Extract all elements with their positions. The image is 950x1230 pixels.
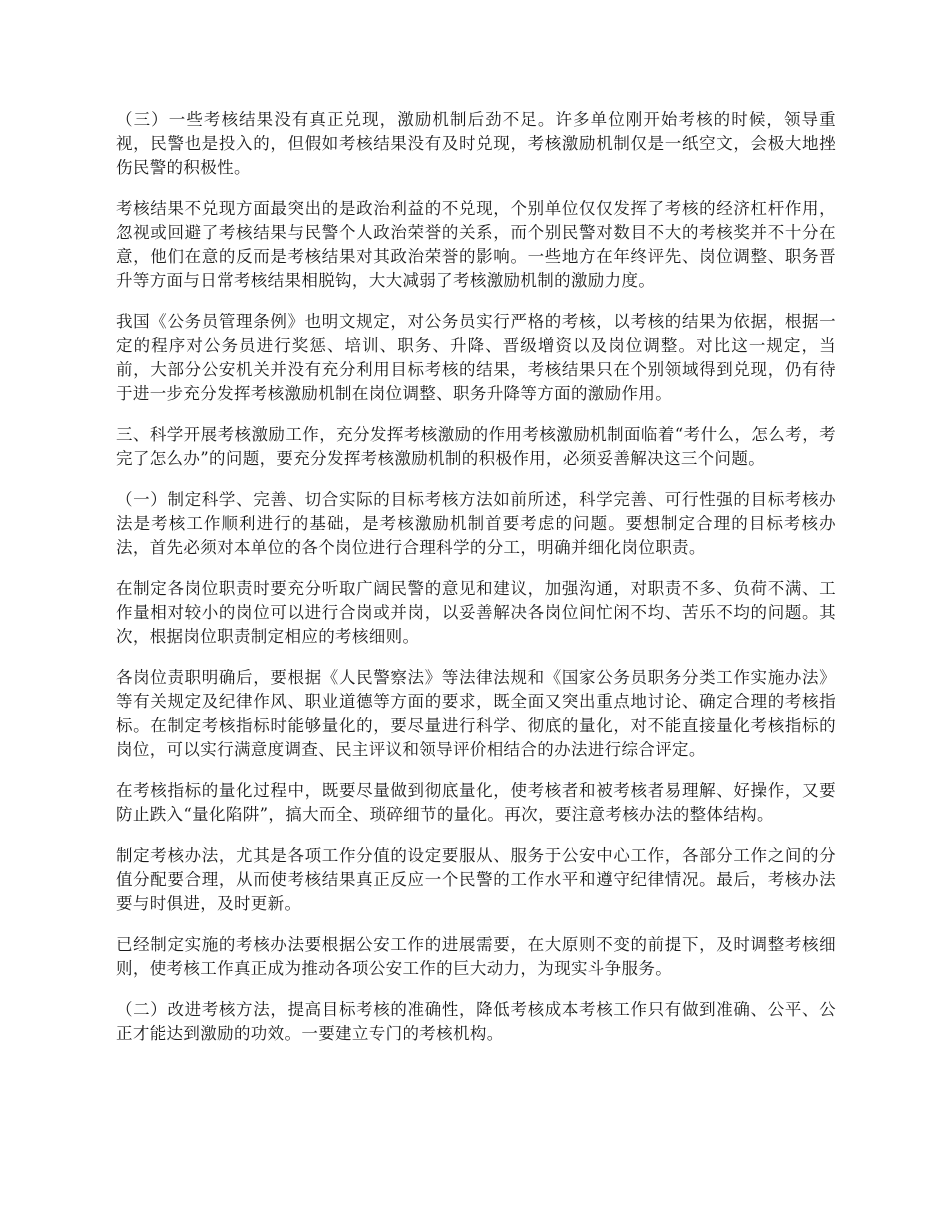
- paragraph-2: 考核结果不兑现方面最突出的是政治利益的不兑现，个别单位仅仅发挥了考核的经济杠杆作用，忽视或回避了考核结果与民警个人政治荣誉的关系，而个别民警对数目不大的考核奖并不十分在意，他们在意的反而是考核结果对其政治荣誉的影响。一些地方在年终评先、岗位调整、职务晋升等方面与日常考核结果相脱钩，大大减弱了考核激励机制的激励力度。: [116, 199, 836, 290]
- paragraph-3: 我国《公务员管理条例》也明文规定，对公务员实行严格的考核，以考核的结果为依据，根据一定的程序对公务员进行奖惩、培训、职务、升降、晋级增资以及岗位调整。对比这一规定，当前，大部分公安机关并没有充分利用目标考核的结果，考核结果只在个别领域得到兑现，仍有待于进一步充分发挥考核激励机制在岗位调整、职务升降等方面的激励作用。: [116, 312, 836, 403]
- paragraph-6: 在制定各岗位职责时要充分听取广阔民警的意见和建议，加强沟通，对职责不多、负荷不满、工作量相对较小的岗位可以进行合岗或并岗，以妥善解决各岗位间忙闲不均、苦乐不均的问题。其次，根据岗位职责制定相应的考核细则。: [116, 579, 836, 646]
- paragraph-10: 已经制定实施的考核办法要根据公安工作的进展需要，在大原则不变的前提下，及时调整考核细则，使考核工作真正成为推动各项公安工作的巨大动力，为现实斗争服务。: [116, 935, 836, 978]
- paragraph-1: （三）一些考核结果没有真正兑现，激励机制后劲不足。许多单位刚开始考核的时候，领导重视，民警也是投入的，但假如考核结果没有及时兑现，考核激励机制仅是一纸空文，会极大地挫伤民警的积极性。: [116, 110, 836, 177]
- paragraph-11: （二）改进考核方法，提高目标考核的准确性，降低考核成本考核工作只有做到准确、公平、公正才能达到激励的功效。一要建立专门的考核机构。: [116, 1000, 836, 1043]
- paragraph-9: 制定考核办法，尤其是各项工作分值的设定要服从、服务于公安中心工作，各部分工作之间的分值分配要合理，从而使考核结果真正反应一个民警的工作水平和遵守纪律情况。最后，考核办法要与时俱进，及时更新。: [116, 846, 836, 913]
- paragraph-8: 在考核指标的量化过程中，既要尽量做到彻底量化，使考核者和被考核者易理解、好操作，又要防止跌入“量化陷阱”，搞大而全、琐碎细节的量化。再次，要注意考核办法的整体结构。: [116, 781, 836, 824]
- paragraph-4: 三、科学开展考核激励工作，充分发挥考核激励的作用考核激励机制面临着“考什么，怎么考，考完了怎么办”的问题，要充分发挥考核激励机制的积极作用，必须妥善解决这三个问题。: [116, 425, 836, 468]
- paragraph-5: （一）制定科学、完善、切合实际的目标考核方法如前所述，科学完善、可行性强的目标考核办法是考核工作顺利进行的基础，是考核激励机制首要考虑的问题。要想制定合理的目标考核办法，首先必须对本单位的各个岗位进行合理科学的分工，明确并细化岗位职责。: [116, 490, 836, 557]
- paragraph-7: 各岗位责职明确后，要根据《人民警察法》等法律法规和《国家公务员职务分类工作实施办法》等有关规定及纪律作风、职业道德等方面的要求，既全面又突出重点地讨论、确定合理的考核指标。在制定考核指标时能够量化的，要尽量进行科学、彻底的量化，对不能直接量化考核指标的岗位，可以实行满意度调查、民主评议和领导评价相结合的办法进行综合评定。: [116, 668, 836, 759]
